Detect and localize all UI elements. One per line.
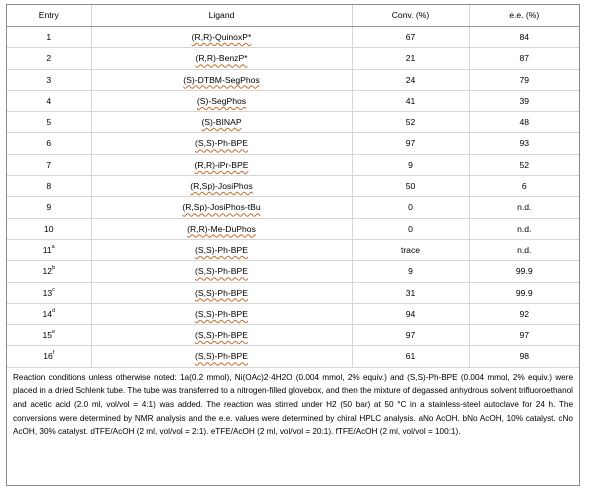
ligand-cell: (R,R)-BenzP* (91, 48, 352, 69)
ligand-cell: (S,S)-Ph-BPE (91, 325, 352, 346)
ligand-cell: (S,S)-Ph-BPE (91, 261, 352, 282)
ligand-cell: (R,R)-Me-DuPhos (91, 218, 352, 239)
ee-cell: 48 (469, 112, 579, 133)
ligand-cell: (S)-DTBM-SegPhos (91, 69, 352, 90)
conversion-cell: 24 (352, 69, 469, 90)
conversion-cell: 67 (352, 27, 469, 48)
conversion-cell: 9 (352, 154, 469, 175)
conversion-cell: 97 (352, 133, 469, 154)
entry-cell: 10 (7, 218, 91, 239)
ligand-cell: (S,S)-Ph-BPE (91, 133, 352, 154)
footnote-marker: b (52, 265, 56, 272)
table-row (7, 27, 579, 48)
ee-cell: 97 (469, 325, 579, 346)
table-row (7, 346, 579, 367)
entry-cell: 12$^b$ (7, 261, 91, 282)
ligand-cell: (R,Sp)-JosiPhos (91, 176, 352, 197)
conversion-cell: 61 (352, 346, 469, 367)
conversion-cell: 31 (352, 282, 469, 303)
conversion-cell: 0 (352, 218, 469, 239)
ee-cell: 39 (469, 90, 579, 111)
ee-cell: 99.9 (469, 282, 579, 303)
entry-cell: 1 (7, 27, 91, 48)
entry-cell: 2 (7, 48, 91, 69)
conversion-cell: 52 (352, 112, 469, 133)
footnote-marker: a (51, 243, 55, 250)
entry-cell: 6 (7, 133, 91, 154)
entry-cell: 14$^d$ (7, 303, 91, 324)
ligand-cell: (S,S)-Ph-BPE (91, 346, 352, 367)
table-row (7, 176, 579, 197)
conversion-cell: 41 (352, 90, 469, 111)
conversion-cell: 0 (352, 197, 469, 218)
entry-cell: 13$^c$ (7, 282, 91, 303)
ee-cell: n.d. (469, 218, 579, 239)
entry-cell: 16$^f$ (7, 346, 91, 367)
ee-cell: 92 (469, 303, 579, 324)
table-row (7, 325, 579, 346)
ligand-screening-table (7, 5, 579, 368)
table-row (7, 261, 579, 282)
footnote-marker: d (52, 307, 56, 314)
entry-cell: 9 (7, 197, 91, 218)
conversion-cell: 50 (352, 176, 469, 197)
ligand-cell: (R,R)-QuinoxP* (91, 27, 352, 48)
table-body (7, 27, 579, 368)
table-row (7, 218, 579, 239)
entry-cell: 3 (7, 69, 91, 90)
table-row (7, 112, 579, 133)
ee-cell: 98 (469, 346, 579, 367)
ee-cell: 87 (469, 48, 579, 69)
footnote-marker: e (52, 329, 56, 336)
entry-cell: 15e (7, 325, 91, 346)
table-row (7, 69, 579, 90)
table-row (7, 154, 579, 175)
table-row (7, 282, 579, 303)
entry-cell: 8 (7, 176, 91, 197)
table-footnote: Reaction conditions unless otherwise noted: 1a(0.2 mmol), Ni(OAc)2·4H2O (0.004 mmol, 2% equiv.) and (S,S)-Ph-BPE (0.004 mmol, 2% equiv.) were placed in a dried Schlenk tube. The tube was transferred to a nitrogen-filled glovebox, and then the mixture of degassed anhydrous solvent trifluoroethanol and acetic acid (2.0 ml, vol/vol = 4:1) was added. The reaction was stirred under H2 (50 bar) at 50 °C in a stainless-steel autoclave for 24 h. The conversions were determined by NMR analysis and the e.e. values were determined by chiral HPLC analysis. aNo AcOH. bNo AcOH, 10% catalyst. cNo AcOH, 30% catalyst. dTFE/AcOH (2 ml, vol/vol = 2:1). eTFE/AcOH (2 ml, vol/vol = 20:1). fTFE/AcOH (2 ml, vol/vol = 100:1). (13, 372, 573, 437)
footnote-marker: f (52, 350, 55, 357)
ee-cell: 84 (469, 27, 579, 48)
header-ligand: Ligand (91, 5, 352, 27)
ligand-cell: (S)-SegPhos (91, 90, 352, 111)
ee-cell: 99.9 (469, 261, 579, 282)
conversion-cell: 21 (352, 48, 469, 69)
ee-cell: 52 (469, 154, 579, 175)
ligand-cell: (R,R)-iPr-BPE (91, 154, 352, 175)
entry-cell: 11$^a$ (7, 239, 91, 260)
ligand-cell: (S,S)-Ph-BPE (91, 282, 352, 303)
ligand-cell: (S,S)-Ph-BPE (91, 239, 352, 260)
conversion-cell: trace (352, 239, 469, 260)
table-row (7, 48, 579, 69)
table-row (7, 303, 579, 324)
ee-cell: 6 (469, 176, 579, 197)
table-header-row (7, 5, 579, 27)
header-ee: e.e. (%) (469, 5, 579, 27)
ee-cell: 93 (469, 133, 579, 154)
results-table-panel (6, 4, 580, 486)
ligand-cell: (R,Sp)-JosiPhos-tBu (91, 197, 352, 218)
ligand-cell: (S)-BINAP (91, 112, 352, 133)
conversion-cell: 94 (352, 303, 469, 324)
ee-cell: n.d. (469, 239, 579, 260)
entry-cell: 7 (7, 154, 91, 175)
footnote-marker: c (52, 286, 55, 293)
table-row (7, 133, 579, 154)
table-row (7, 239, 579, 260)
entry-cell: 4 (7, 90, 91, 111)
conversion-cell: 97 (352, 325, 469, 346)
conversion-cell: 9 (352, 261, 469, 282)
ligand-cell: (S,S)-Ph-BPE (91, 303, 352, 324)
ee-cell: 79 (469, 69, 579, 90)
ee-cell: n.d. (469, 197, 579, 218)
header-conversion: Conv. (%) (352, 5, 469, 27)
header-entry: Entry (7, 5, 91, 27)
table-row (7, 197, 579, 218)
table-row (7, 90, 579, 111)
entry-cell: 5 (7, 112, 91, 133)
